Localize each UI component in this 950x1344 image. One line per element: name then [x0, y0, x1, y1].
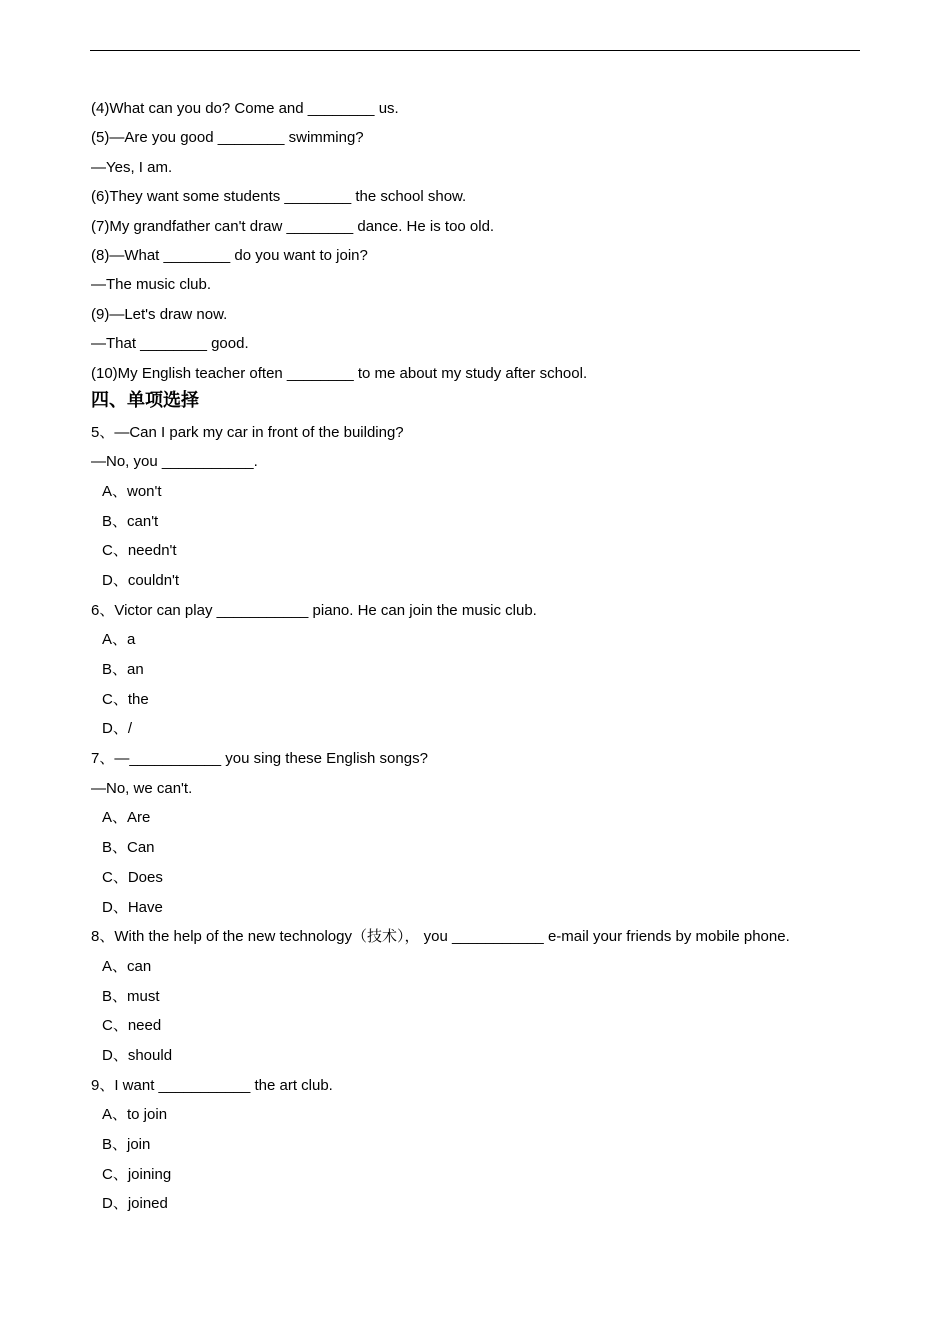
option-b: B、join [102, 1136, 151, 1154]
option-a: A、a [102, 631, 136, 649]
option-d: D、couldn't [102, 571, 180, 589]
question-8 [91, 928, 871, 1065]
option-b: B、Can [102, 839, 155, 857]
question-stem: 8、With the help of the new technology（技术）， you ___________ e-mail your friends by mobile phone. [91, 928, 790, 946]
option-b: B、can't [102, 512, 159, 530]
fill-in-item-5: (5)—Are you good ________ swimming? [91, 129, 364, 147]
option-c: C、joining [102, 1165, 172, 1183]
option-c: C、the [102, 690, 149, 708]
section-heading: 四、单项选择 [91, 389, 199, 411]
worksheet-body [91, 100, 871, 1225]
option-b: B、must [102, 987, 160, 1005]
option-c: C、Does [102, 868, 163, 886]
question-stem: 7、—___________ you sing these English songs? [91, 750, 428, 768]
option-a: A、can [102, 957, 152, 975]
question-stem: 9、I want ___________ the art club. [91, 1076, 333, 1094]
option-c: C、need [102, 1017, 162, 1035]
question-9 [91, 1077, 871, 1214]
option-a: A、Are [102, 809, 151, 827]
question-5 [91, 424, 871, 590]
fill-in-item-8: (8)—What ________ do you want to join? [91, 246, 368, 264]
question-stem: —No, you ___________. [91, 453, 258, 471]
option-c: C、needn't [102, 542, 177, 560]
option-d: D、should [102, 1046, 173, 1064]
fill-in-item-4: (4)What can you do? Come and ________ us. [91, 100, 399, 117]
option-d: D、joined [102, 1195, 168, 1213]
fill-in-item-6: (6)They want some students ________ the school show. [91, 188, 467, 206]
fill-in-item-9: (9)—Let's draw now. [91, 305, 228, 323]
option-a: A、won't [102, 482, 162, 500]
option-b: B、an [102, 661, 144, 679]
header-rule [90, 50, 860, 51]
fill-in-item-8-answer: —The music club. [91, 276, 212, 294]
option-d: D、/ [102, 720, 133, 738]
question-7 [91, 750, 871, 916]
option-a: A、to join [102, 1106, 168, 1124]
fill-in-item-10: (10)My English teacher often ________ to me about my study after school. [91, 364, 588, 382]
fill-in-item-5-answer: —Yes, I am. [91, 158, 173, 176]
fill-in-item-7: (7)My grandfather can't draw ________ dance. He is too old. [91, 217, 495, 235]
question-stem: 6、Victor can play ___________ piano. He can join the music club. [91, 601, 537, 619]
question-6 [91, 602, 871, 739]
question-stem: —No, we can't. [91, 779, 193, 797]
option-d: D、Have [102, 898, 163, 916]
question-stem: 5、—Can I park my car in front of the building? [91, 423, 404, 441]
fill-in-item-9-answer: —That ________ good. [91, 335, 249, 353]
fill-in-section [91, 100, 871, 383]
